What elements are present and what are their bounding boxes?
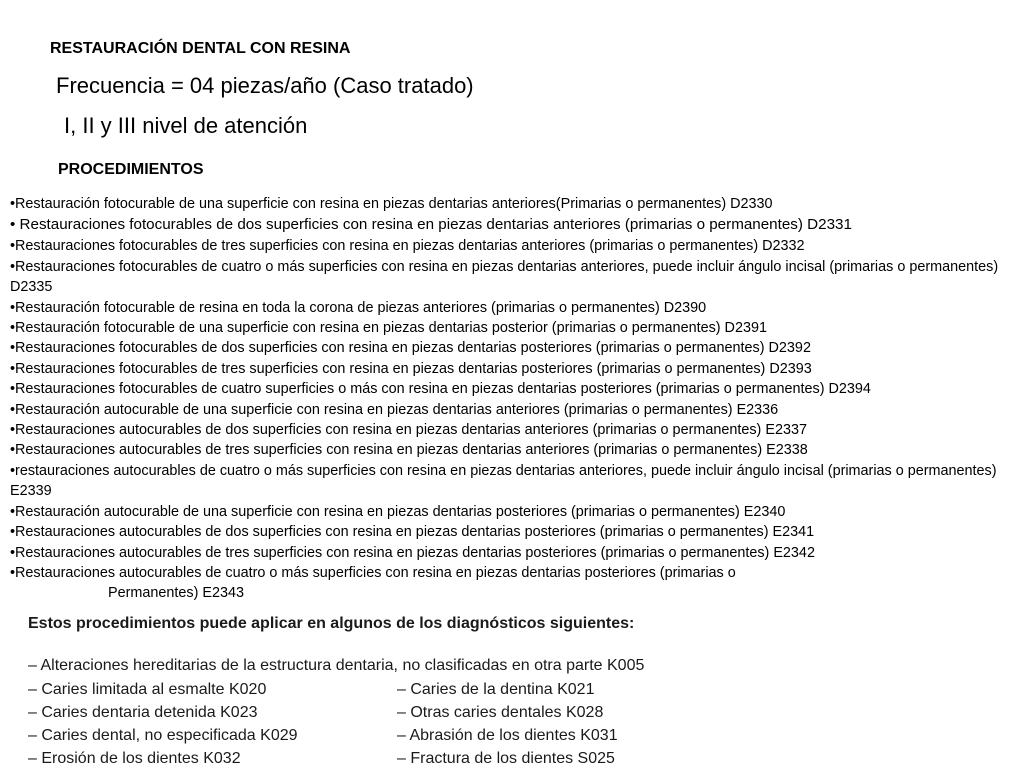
procedure-item: •Restauración fotocurable de una superficie con resina en piezas dentarias anteriores(Primarias o permanentes) D2330 xyxy=(10,196,773,212)
procedure-item: •Restauración fotocurable de una superficie con resina en piezas dentarias posterior (primarias o permanentes) D2391 xyxy=(10,320,767,337)
procedure-item: •Restauraciones autocurables de dos superficies con resina en piezas dentarias anteriores (primarias o permanentes) E2337 xyxy=(10,422,807,439)
procedure-item: • Restauraciones fotocurables de dos superficies con resina en piezas dentarias anteriores (primarias o permanentes) D2331 xyxy=(10,216,852,234)
procedure-item-line: •Restauraciones autocurables de cuatro o más superficies con resina en piezas dentarias posteriores (primarias o xyxy=(10,564,736,581)
frequency-line: Frecuencia = 04 piezas/año (Caso tratado) xyxy=(56,73,474,98)
procedure-item: •Restauraciones autocurables de tres superficies con resina en piezas dentarias posteriores (primarias o permanentes) E2342 xyxy=(10,544,815,561)
diagnoses-heading: Estos procedimientos puede aplicar en algunos de los diagnósticos siguientes: xyxy=(28,615,635,632)
document-title: RESTAURACIÓN DENTAL CON RESINA xyxy=(50,40,351,57)
diagnosis-item: – Otras caries dentales K028 xyxy=(397,704,604,721)
diagnosis-item: – Caries dentaria detenida K023 xyxy=(28,704,258,721)
procedure-item: •Restauraciones fotocurables de cuatro superficies o más con resina en piezas dentarias posteriores (primarias o permanentes) D2394 xyxy=(10,381,871,398)
diagnosis-item: – Alteraciones hereditarias de la estructura dentaria, no clasificadas en otra parte K005 xyxy=(28,657,645,674)
procedures-heading: PROCEDIMIENTOS xyxy=(58,161,204,178)
procedure-item-last xyxy=(10,563,1010,604)
procedure-item: •Restauraciones autocurables de tres superficies con resina en piezas dentarias anteriores (primarias o permanentes) E2338 xyxy=(10,442,808,459)
care-levels-line: I, II y III nivel de atención xyxy=(64,113,308,138)
procedure-item: •Restauración autocurable de una superficie con resina en piezas dentarias anteriores (primarias o permanentes) E2336 xyxy=(10,401,779,418)
diagnosis-item: – Abrasión de los dientes K031 xyxy=(397,727,618,744)
diagnosis-item: – Erosión de los dientes K032 xyxy=(28,750,241,767)
procedures-list xyxy=(10,194,1010,604)
procedure-item: •restauraciones autocurables de cuatro o más superficies con resina en piezas dentarias anteriores, puede incluir ángulo incisal (primarias o permanentes) E2339 xyxy=(10,462,997,500)
diagnosis-item: – Caries dental, no especificada K029 xyxy=(28,727,298,744)
procedure-item: •Restauraciones autocurables de dos superficies con resina en piezas dentarias posteriores (primarias o permanentes) E2341 xyxy=(10,524,815,541)
procedure-item-continuation: Permanentes) E2343 xyxy=(108,585,244,602)
procedure-item: •Restauraciones fotocurables de dos superficies con resina en piezas dentarias posteriores (primarias o permanentes) D2392 xyxy=(10,340,811,357)
procedure-item: •Restauraciones fotocurables de cuatro o más superficies con resina en piezas dentarias anteriores, puede incluir ángulo incisal (primarias o permanentes) D2335 xyxy=(10,258,999,296)
procedure-item: •Restauraciones fotocurables de tres superficies con resina en piezas dentarias posteriores (primarias o permanentes) D2393 xyxy=(10,360,812,377)
diagnosis-item: – Fractura de los dientes S025 xyxy=(397,750,615,767)
diagnosis-item: – Caries limitada al esmalte K020 xyxy=(28,681,267,698)
procedure-item: •Restauraciones fotocurables de tres superficies con resina en piezas dentarias anteriores (primarias o permanentes) D2332 xyxy=(10,238,805,255)
diagnosis-item: – Caries de la dentina K021 xyxy=(397,681,595,698)
procedure-item: •Restauración autocurable de una superficie con resina en piezas dentarias posteriores (primarias o permanentes) E2340 xyxy=(10,503,786,520)
procedure-item: •Restauración fotocurable de resina en toda la corona de piezas anteriores (primarias o permanentes) D2390 xyxy=(10,299,707,316)
